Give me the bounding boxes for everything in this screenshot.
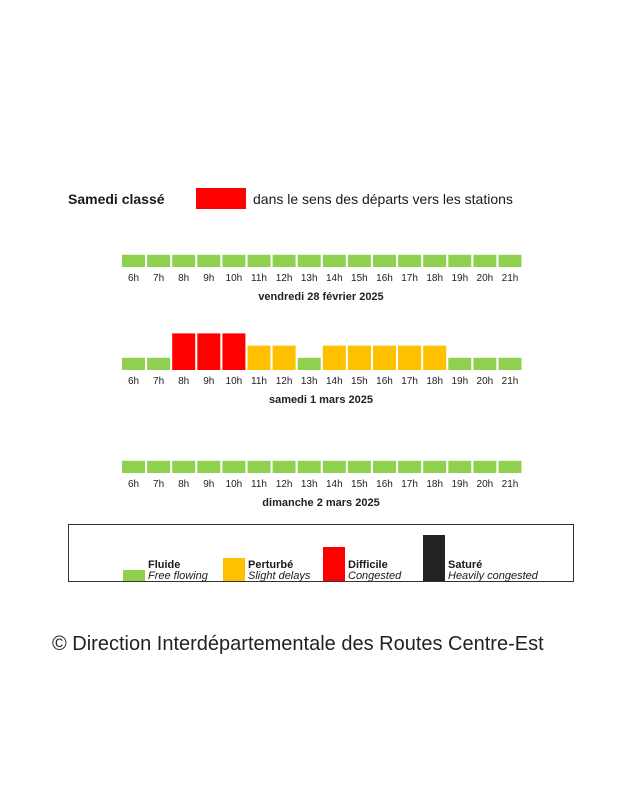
hour-tick-label: 15h [351, 479, 368, 490]
bar [473, 255, 496, 267]
bar [197, 461, 220, 473]
chart-title: dimanche 2 mars 2025 [262, 497, 380, 509]
bar [172, 333, 195, 370]
legend-label-fluide: Fluide [148, 559, 181, 571]
legend-label-sature: Saturé [448, 559, 483, 571]
bar [448, 358, 471, 370]
hour-tick-label: 16h [376, 479, 393, 490]
hour-tick-label: 11h [251, 376, 267, 387]
bar [248, 255, 271, 267]
hour-tick-label: 19h [451, 479, 469, 490]
hour-tick-label: 20h [476, 273, 494, 284]
legend-label-perturbe: Perturbé [248, 559, 294, 571]
bar [197, 255, 220, 267]
bar [398, 461, 421, 473]
hour-tick-label: 17h [401, 479, 418, 490]
bar [373, 346, 396, 370]
bar [448, 255, 471, 267]
hour-tick-label: 18h [426, 376, 444, 387]
day-chart [122, 333, 522, 406]
hour-tick-label: 14h [325, 273, 343, 284]
bar [122, 255, 145, 267]
hour-tick-label: 9h [203, 479, 215, 490]
hour-tick-label: 7h [153, 479, 165, 490]
bar [398, 346, 421, 370]
legend-sub-sature: Heavily congested [448, 570, 538, 582]
hour-tick-label: 10h [225, 376, 243, 387]
hour-tick-label: 20h [476, 376, 494, 387]
bar [473, 461, 496, 473]
hour-tick-label: 7h [153, 273, 165, 284]
hour-tick-label: 10h [225, 273, 243, 284]
hour-tick-label: 9h [203, 273, 215, 284]
bar [323, 346, 346, 370]
bar [248, 461, 271, 473]
hour-tick-label: 8h [178, 273, 190, 284]
bar [273, 255, 296, 267]
bar [147, 461, 170, 473]
bar [298, 358, 321, 370]
bar [348, 461, 371, 473]
legend-sub-difficile: Congested [348, 570, 402, 582]
hour-tick-label: 13h [300, 376, 318, 387]
bar [197, 333, 220, 370]
hour-tick-label: 11h [251, 273, 267, 284]
hour-tick-label: 17h [401, 376, 418, 387]
bar [147, 255, 170, 267]
bar [222, 255, 245, 267]
hour-tick-label: 14h [325, 376, 343, 387]
hour-tick-label: 21h [501, 376, 519, 387]
bar [448, 461, 471, 473]
hour-tick-label: 18h [426, 479, 444, 490]
day-chart [122, 461, 522, 509]
hour-tick-label: 12h [275, 376, 293, 387]
bar [273, 346, 296, 370]
bar [323, 255, 346, 267]
hour-tick-label: 11h [251, 479, 267, 490]
hour-tick-label: 19h [451, 273, 469, 284]
legend-swatch-perturbe [223, 558, 245, 581]
hour-tick-label: 21h [501, 273, 519, 284]
bar [172, 461, 195, 473]
bar [122, 461, 145, 473]
bar [298, 255, 321, 267]
hour-tick-label: 12h [275, 273, 293, 284]
hour-tick-label: 20h [476, 479, 494, 490]
bar [499, 358, 522, 370]
bar [298, 461, 321, 473]
bar [273, 461, 296, 473]
bar [222, 461, 245, 473]
hour-tick-label: 21h [501, 479, 519, 490]
hour-tick-label: 19h [451, 376, 469, 387]
bar [323, 461, 346, 473]
legend-label-difficile: Difficile [348, 559, 388, 571]
bar [222, 333, 245, 370]
bar [423, 346, 446, 370]
bar [473, 358, 496, 370]
bar [348, 255, 371, 267]
chart-title: samedi 1 mars 2025 [269, 394, 373, 406]
hour-tick-label: 16h [376, 273, 393, 284]
bar [147, 358, 170, 370]
hour-tick-label: 6h [127, 479, 140, 490]
hour-tick-label: 8h [178, 479, 190, 490]
bar [423, 461, 446, 473]
copyright-credit: © Direction Interdépartementale des Routes Centre-Est [52, 633, 544, 655]
bar [172, 255, 195, 267]
bar [248, 346, 271, 370]
hour-tick-label: 17h [401, 273, 418, 284]
hour-tick-label: 13h [300, 479, 318, 490]
legend-swatch-fluide [123, 570, 145, 582]
hour-tick-label: 13h [300, 273, 318, 284]
hour-tick-label: 8h [178, 376, 190, 387]
bar [398, 255, 421, 267]
hour-tick-label: 14h [325, 479, 343, 490]
hour-tick-label: 12h [275, 479, 293, 490]
hour-tick-label: 15h [351, 376, 368, 387]
bar [373, 461, 396, 473]
hour-tick-label: 15h [351, 273, 368, 284]
day-chart [122, 255, 522, 303]
hour-tick-label: 16h [376, 376, 393, 387]
hour-tick-label: 6h [127, 376, 140, 387]
legend-sub-perturbe: Slight delays [248, 570, 311, 582]
hour-tick-label: 7h [153, 376, 165, 387]
bar [499, 255, 522, 267]
legend [68, 524, 574, 582]
header-title: Samedi classé [68, 191, 165, 207]
legend-swatch-difficile [323, 547, 345, 582]
hour-tick-label: 9h [203, 376, 215, 387]
bar [348, 346, 371, 370]
bar [499, 461, 522, 473]
hour-tick-label: 6h [127, 273, 140, 284]
chart-title: vendredi 28 février 2025 [258, 291, 384, 303]
legend-swatch-sature [423, 535, 445, 581]
header-direction-text: dans le sens des départs vers les stations [253, 191, 513, 207]
legend-sub-fluide: Free flowing [148, 570, 208, 582]
hour-tick-label: 18h [426, 273, 444, 284]
bar [373, 255, 396, 267]
bar [423, 255, 446, 267]
bar [122, 358, 145, 370]
hour-tick-label: 10h [225, 479, 243, 490]
